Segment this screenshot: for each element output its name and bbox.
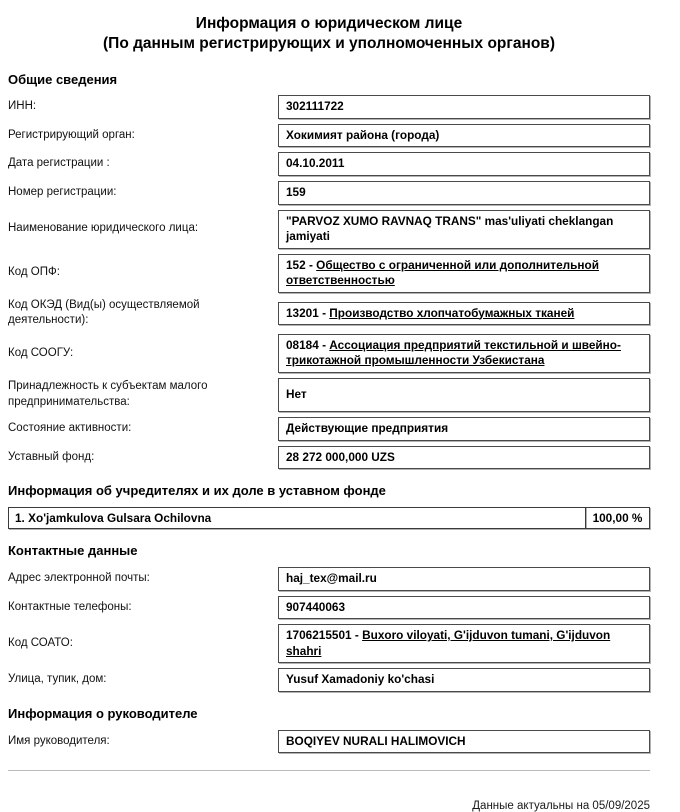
- label-entity-name: Наименование юридического лица:: [8, 222, 199, 235]
- field-row-inn: [8, 95, 650, 119]
- soato-code-link[interactable]: Buxoro viloyati, G'ijduvon tumani, G'ijduvon shahri: [286, 628, 611, 658]
- value-inn: 302111722: [278, 95, 650, 119]
- field-row-registration-date: [8, 152, 650, 176]
- page-title: [8, 0, 650, 54]
- label-inn: ИНН:: [8, 100, 37, 113]
- label-small-business: Принадлежность к субъектам малого предпринимательства:: [8, 380, 208, 408]
- value-charter-fund: 28 272 000,000 UZS: [278, 446, 650, 470]
- founders-table-row: [8, 507, 650, 529]
- value-street: Yusuf Xamadoniy ko'chasi: [278, 668, 650, 692]
- field-row-registering-body: [8, 124, 650, 148]
- label-email: Адрес электронной почты:: [8, 572, 150, 585]
- value-phones: 907440063: [278, 596, 650, 620]
- oked-code-number: 13201: [286, 305, 319, 320]
- label-soogu-code: Код СООГУ:: [8, 346, 74, 359]
- value-opf-code: [278, 254, 650, 293]
- label-phones: Контактные телефоны:: [8, 600, 132, 613]
- soato-code-number: 1706215501: [286, 628, 352, 643]
- section-heading-director: Информация о руководителе: [8, 705, 198, 721]
- value-small-business: Нет: [278, 378, 650, 412]
- label-director-name: Имя руководителя:: [8, 734, 110, 747]
- field-row-charter-fund: [8, 446, 650, 470]
- soogu-code-link[interactable]: Ассоциация предприятий текстильной и швейно-трикотажной промышленности Узбекистана: [286, 337, 621, 368]
- field-row-entity-name: [8, 210, 650, 249]
- soogu-code-separator: -: [318, 337, 330, 352]
- section-heading-founders: Информация об учредителях и их доле в уставном фонде: [8, 483, 386, 499]
- value-entity-name: "PARVOZ XUMO RAVNAQ TRANS" mas'uliyati cheklangan jamiyati: [278, 210, 650, 249]
- opf-code-number: 152: [286, 257, 306, 272]
- oked-code-separator: -: [318, 305, 330, 320]
- field-row-small-business: [8, 378, 650, 412]
- field-row-oked-code: [8, 298, 650, 329]
- field-row-street: [8, 668, 650, 692]
- field-row-opf-code: [8, 254, 650, 293]
- page-title-line-1: Информация о юридическом лице: [195, 15, 463, 32]
- founder-share: 100,00 %: [586, 507, 650, 529]
- section-heading-contacts: Контактные данные: [8, 543, 138, 559]
- value-email: haj_tex@mail.ru: [278, 567, 650, 591]
- value-registration-date: 04.10.2011: [278, 152, 650, 176]
- soato-code-separator: -: [351, 628, 363, 643]
- value-activity-state: Действующие предприятия: [278, 417, 650, 441]
- field-row-activity-state: [8, 417, 650, 441]
- label-activity-state: Состояние активности:: [8, 421, 132, 434]
- label-charter-fund: Уставный фонд:: [8, 450, 95, 463]
- value-registering-body: Хокимият района (города): [278, 124, 650, 148]
- soogu-code-number: 08184: [286, 337, 319, 352]
- page-title-line-2: (По данным регистрирующих и уполномоченных органов): [103, 35, 555, 53]
- opf-code-separator: -: [305, 257, 317, 272]
- label-street: Улица, тупик, дом:: [8, 673, 107, 686]
- label-soato-code: Код СОАТО:: [8, 636, 73, 649]
- field-row-registration-number: [8, 181, 650, 205]
- value-director-name: BOQIYEV NURALI HALIMOVICH: [278, 730, 650, 754]
- value-oked-code: [278, 302, 650, 326]
- field-row-email: [8, 567, 650, 591]
- label-registration-number: Номер регистрации:: [8, 185, 117, 198]
- label-opf-code: Код ОПФ:: [8, 266, 60, 279]
- value-registration-number: 159: [278, 181, 650, 205]
- field-row-director-name: [8, 730, 650, 754]
- value-soato-code: [278, 624, 650, 663]
- footer-divider: [8, 770, 650, 771]
- label-oked-code: Код ОКЭД (Вид(ы) осуществляемой деятельности):: [8, 298, 200, 327]
- label-registering-body: Регистрирующий орган:: [8, 128, 135, 141]
- oked-code-link[interactable]: Производство хлопчатобумажных тканей: [329, 305, 575, 320]
- opf-code-link[interactable]: Общество с ограниченной или дополнительной ответственностью: [286, 257, 599, 288]
- field-row-phones: [8, 596, 650, 620]
- field-row-soato-code: [8, 624, 650, 663]
- data-actual-note: Данные актуальны на 05/09/2025: [472, 800, 650, 812]
- field-row-soogu-code: [8, 334, 650, 373]
- section-heading-general: Общие сведения: [8, 72, 118, 88]
- founder-name: 1. Xo'jamkulova Gulsara Ochilovna: [8, 507, 586, 529]
- label-registration-date: Дата регистрации :: [8, 157, 110, 170]
- value-soogu-code: [278, 334, 650, 373]
